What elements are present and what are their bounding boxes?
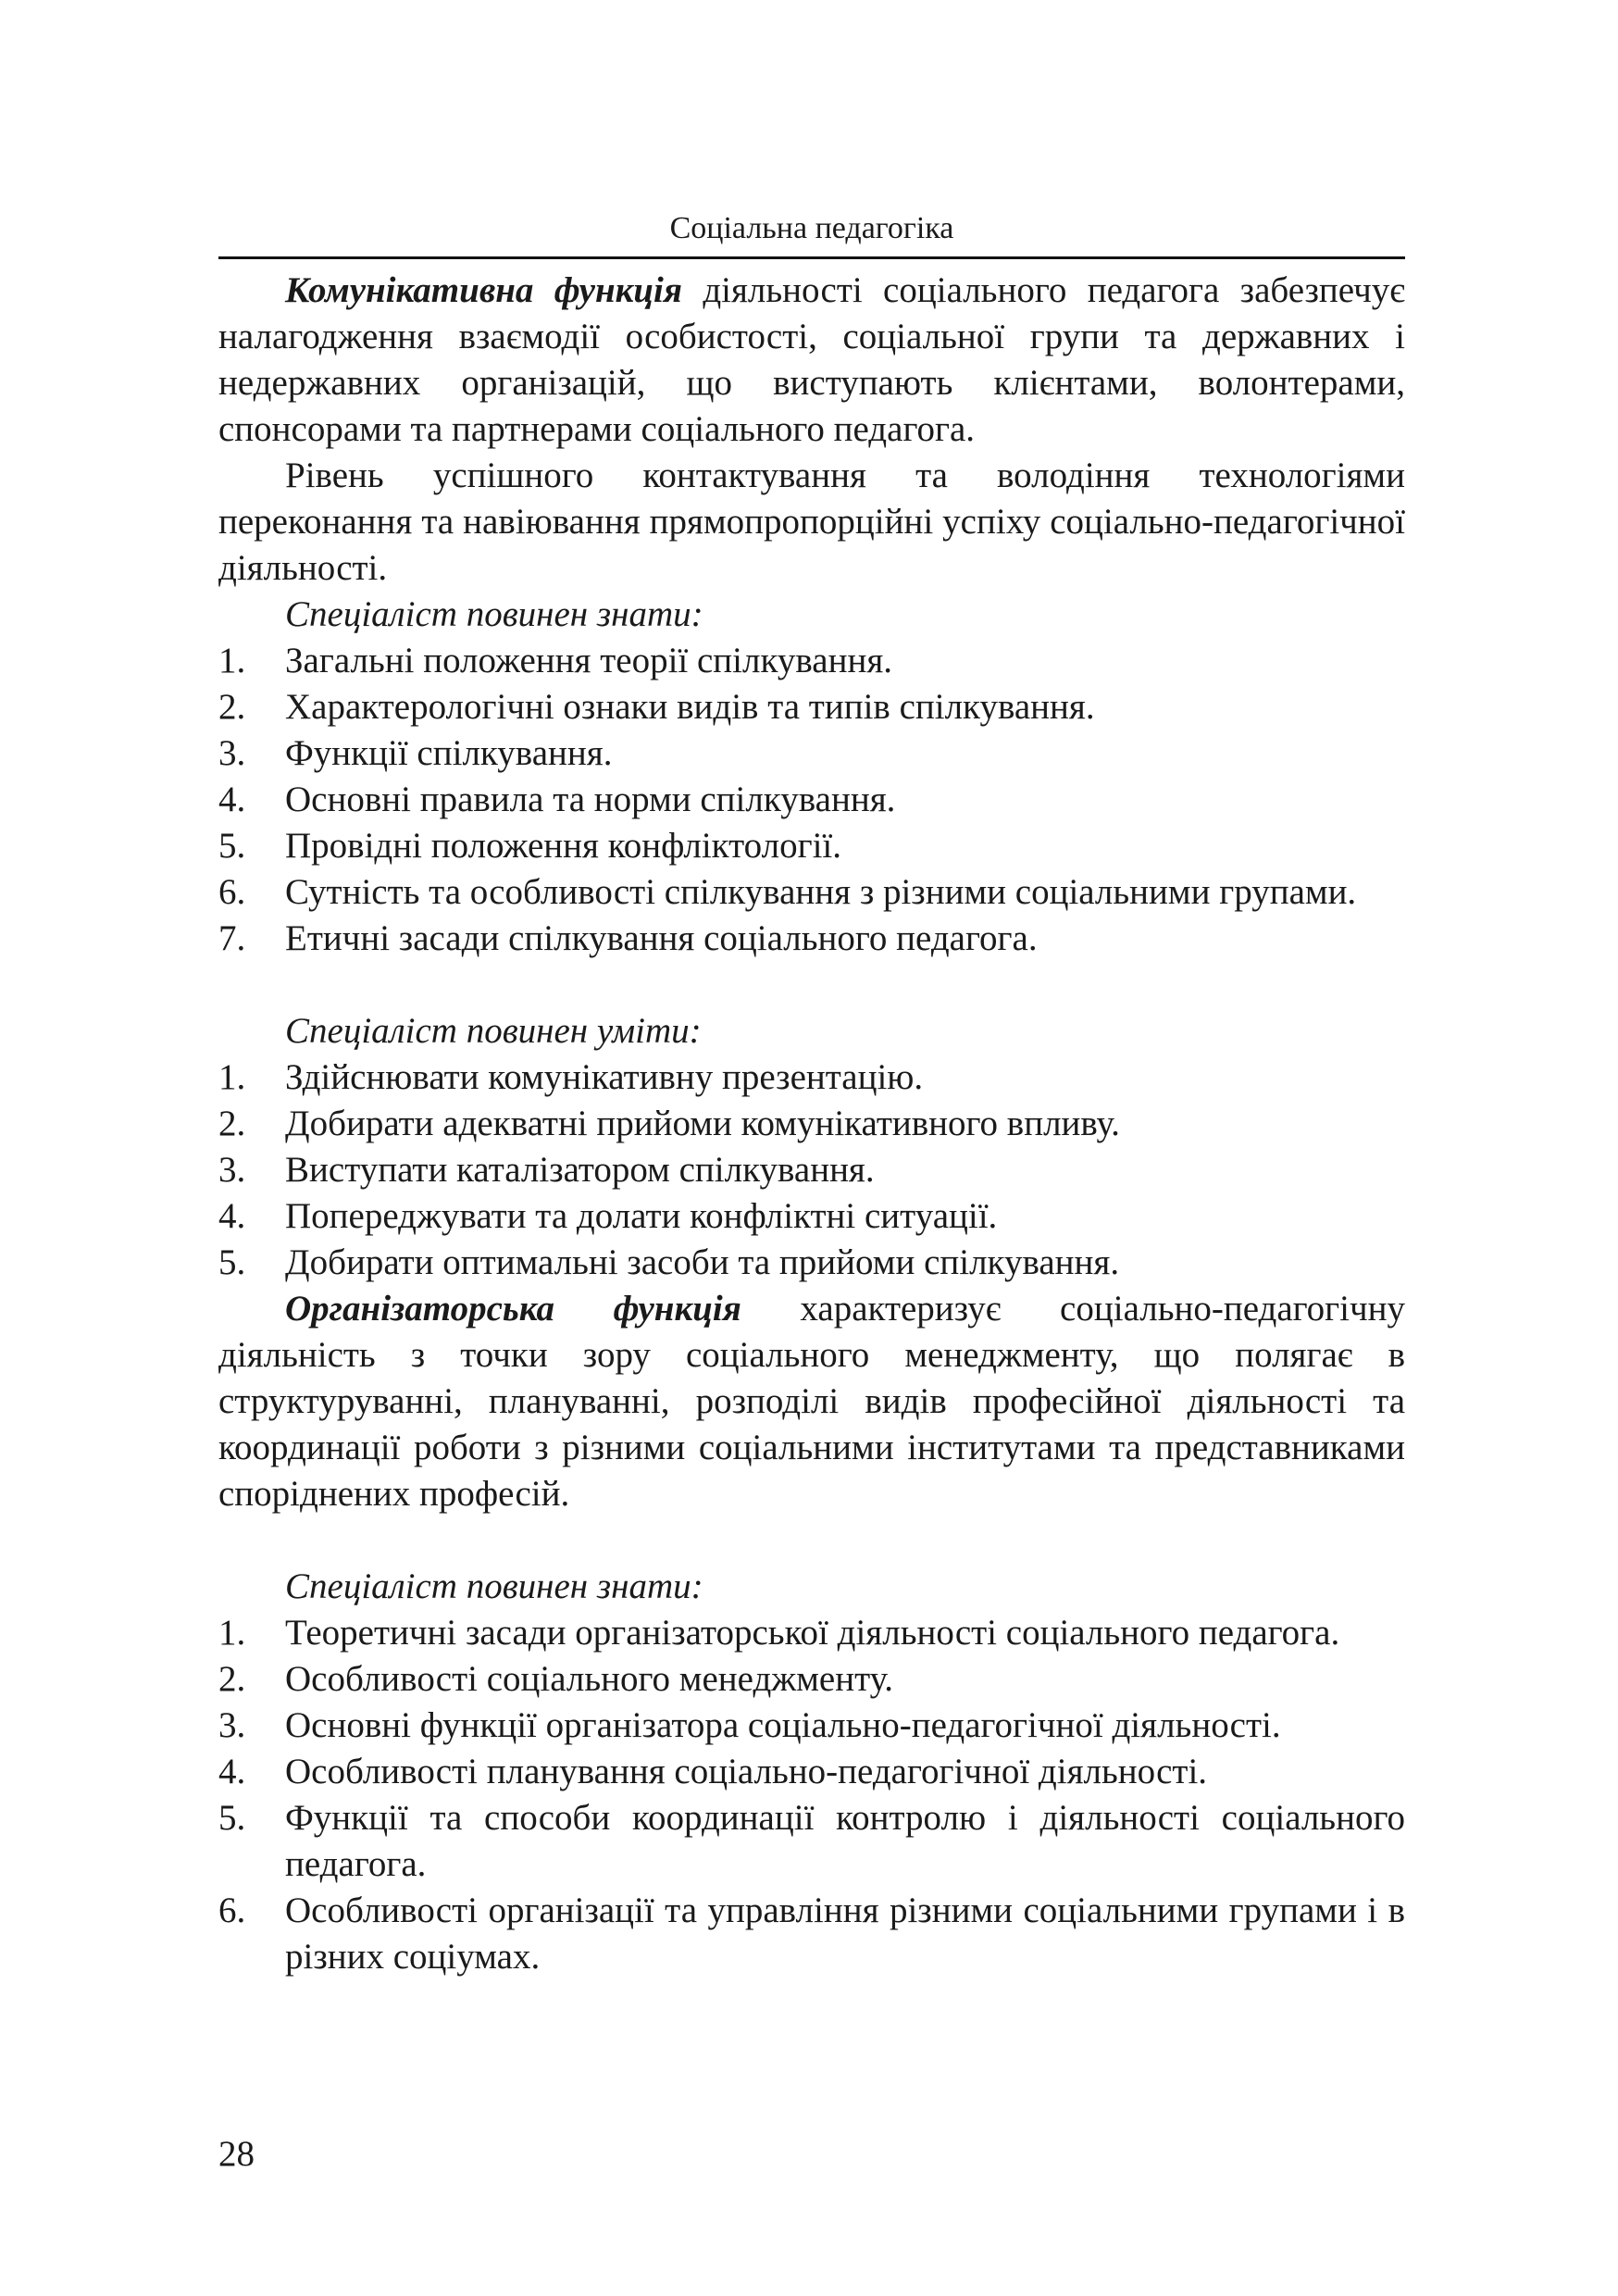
must-be-able-heading: Спеціаліст повинен уміти: bbox=[285, 1011, 702, 1051]
list-item-number: 5. bbox=[218, 826, 246, 866]
list-item bbox=[218, 1101, 1405, 1147]
list-item-number: 1. bbox=[218, 641, 246, 680]
list-item bbox=[218, 1795, 1405, 1888]
communication-success-paragraph: Рівень успішного контактування та володіння технологіями переконання та навіювання прямопропорційні успіху соціально-педагогічної діяльності. bbox=[218, 455, 1405, 588]
list-item-text: Особливості планування соціально-педагогічної діяльності. bbox=[285, 1752, 1208, 1791]
list-item-number: 6. bbox=[218, 1890, 246, 1930]
list-item bbox=[218, 823, 1405, 869]
list-item-number: 1. bbox=[218, 1057, 246, 1097]
list-item-number: 2. bbox=[218, 687, 246, 727]
list-item-number: 3. bbox=[218, 733, 246, 773]
organizational-function-term: Організаторська функція bbox=[285, 1289, 741, 1329]
list-item-number: 6. bbox=[218, 872, 246, 912]
page-content bbox=[218, 268, 1405, 1980]
header-rule bbox=[218, 256, 1405, 259]
list-item-number: 2. bbox=[218, 1659, 246, 1699]
list-item-number: 2. bbox=[218, 1104, 246, 1143]
list-item-text: Характерологічні ознаки видів та типів спілкування. bbox=[285, 687, 1095, 727]
list-item-text: Загальні положення теорії спілкування. bbox=[285, 641, 893, 680]
list-item bbox=[218, 869, 1405, 916]
list-item-number: 5. bbox=[218, 1242, 246, 1282]
organization-knowledge-list bbox=[218, 1610, 1405, 1980]
list-item bbox=[218, 1240, 1405, 1286]
list-item-text: Здійснювати комунікативну презентацію. bbox=[285, 1057, 924, 1097]
list-item-number: 4. bbox=[218, 780, 246, 819]
list-item bbox=[218, 1656, 1405, 1703]
communicative-function-text: діяльності соціального педагога забезпечує налагодження взаємодії особистості, соціальної групи та державних і недержавних організацій, що виступають клієнтами, волонтерами, спонсорами та партнерами соціального педагога. bbox=[218, 270, 1405, 449]
must-know-heading: Спеціаліст повинен знати: bbox=[285, 1566, 703, 1606]
running-title: Соціальна педагогіка bbox=[669, 211, 954, 245]
list-item bbox=[218, 916, 1405, 962]
list-item bbox=[218, 638, 1405, 684]
list-item-number: 3. bbox=[218, 1150, 246, 1190]
list-item-text: Попереджувати та долати конфліктні ситуації. bbox=[285, 1196, 998, 1236]
list-item-text: Функції та способи координації контролю і діяльності соціального педагога. bbox=[285, 1798, 1405, 1884]
communication-skills-list bbox=[218, 1054, 1405, 1286]
list-item-number: 4. bbox=[218, 1196, 246, 1236]
list-item-text: Добирати адекватні прийоми комунікативного впливу. bbox=[285, 1104, 1120, 1143]
page-number: 28 bbox=[218, 2134, 255, 2174]
list-item-number: 7. bbox=[218, 918, 246, 958]
organizational-function-paragraph bbox=[218, 1286, 1405, 1517]
list-item-text: Теоретичні засади організаторської діяльності соціального педагога. bbox=[285, 1613, 1340, 1653]
list-item-number: 4. bbox=[218, 1752, 246, 1791]
list-item bbox=[218, 1147, 1405, 1193]
list-item-number: 5. bbox=[218, 1798, 246, 1838]
list-item bbox=[218, 1703, 1405, 1749]
must-know-heading: Спеціаліст повинен знати: bbox=[285, 594, 703, 634]
list-item-text: Етичні засади спілкування соціального педагога. bbox=[285, 918, 1038, 958]
list-item-text: Функції спілкування. bbox=[285, 733, 613, 773]
list-item-text: Добирати оптимальні засоби та прийоми спілкування. bbox=[285, 1242, 1120, 1282]
book-page bbox=[218, 0, 1405, 2296]
organizational-function-text: характеризує соціально-педагогічну діяльність з точки зору соціального менеджменту, що полягає в структуруванні, плануванні, розподілі видів професійної діяльності та координації роботи з різними соціальними інститутами та представниками споріднених професій. bbox=[218, 1289, 1405, 1514]
list-item bbox=[218, 1610, 1405, 1656]
list-item bbox=[218, 1888, 1405, 1980]
list-item bbox=[218, 1193, 1405, 1240]
list-item bbox=[218, 777, 1405, 823]
communication-knowledge-list bbox=[218, 638, 1405, 962]
list-item-number: 1. bbox=[218, 1613, 246, 1653]
list-item-text: Виступати каталізатором спілкування. bbox=[285, 1150, 875, 1190]
list-item bbox=[218, 1054, 1405, 1101]
list-item bbox=[218, 684, 1405, 730]
list-item-text: Сутність та особливості спілкування з різними соціальними групами. bbox=[285, 872, 1357, 912]
list-item bbox=[218, 1749, 1405, 1795]
list-item-text: Провідні положення конфліктології. bbox=[285, 826, 841, 866]
list-item-text: Особливості організації та управління різними соціальними групами і в різних соціумах. bbox=[285, 1890, 1405, 1977]
list-item bbox=[218, 730, 1405, 777]
list-item-text: Особливості соціального менеджменту. bbox=[285, 1659, 893, 1699]
list-item-number: 3. bbox=[218, 1705, 246, 1745]
communicative-function-paragraph bbox=[218, 268, 1405, 453]
communicative-function-term: Комунікативна функція bbox=[285, 270, 682, 310]
list-item-text: Основні функції організатора соціально-педагогічної діяльності. bbox=[285, 1705, 1281, 1745]
list-item-text: Основні правила та норми спілкування. bbox=[285, 780, 896, 819]
